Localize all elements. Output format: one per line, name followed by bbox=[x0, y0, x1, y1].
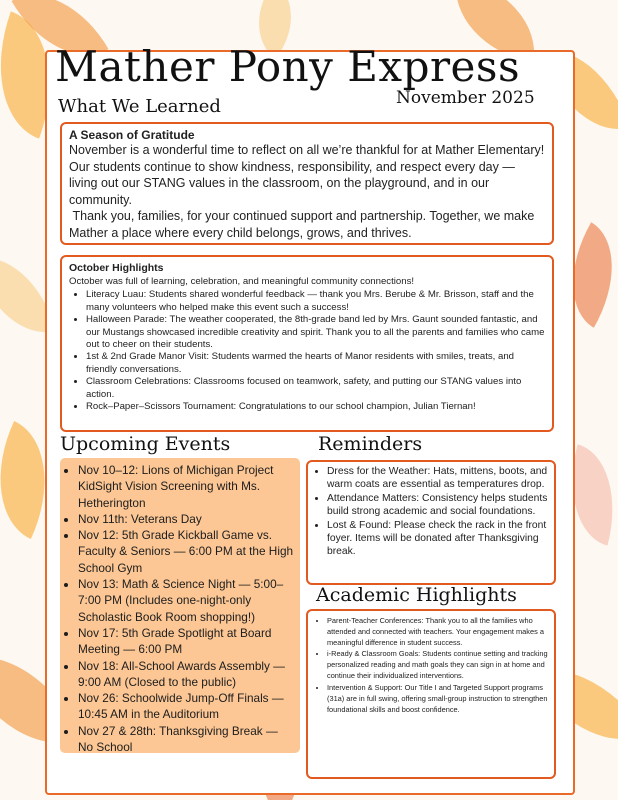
reminders-heading: Reminders bbox=[318, 433, 423, 455]
october-highlights-heading: October Highlights bbox=[69, 262, 164, 274]
reminders-list bbox=[327, 465, 549, 559]
list-item: • 1st & 2nd Grade Manor Visit: Students warmed the hearts of Manor residents with smiles, treats, and friendly conversations. bbox=[86, 351, 545, 376]
list-item: • Nov 10–12: Lions of Michigan Project KidSight Vision Screening with Ms. Hetherington bbox=[78, 462, 294, 511]
list-item: • Nov 11th: Veterans Day bbox=[78, 511, 294, 527]
list-item: • Attendance Matters: Consistency helps students build strong academic and social foundations. bbox=[327, 492, 549, 519]
upcoming-events-panel bbox=[60, 458, 300, 753]
issue-date: November 2025 bbox=[396, 88, 535, 108]
list-item: • Parent-Teacher Conferences: Thank you to all the families who attended and connected with teachers. Your engagement makes a meaningful difference in student success. bbox=[327, 615, 549, 648]
list-item: • Nov 27 & 28th: Thanksgiving Break — No School bbox=[78, 723, 294, 756]
list-item: • Classroom Celebrations: Classrooms focused on teamwork, safety, and putting our STANG values into action. bbox=[86, 376, 545, 401]
list-item: • Nov 13: Math & Science Night — 5:00–7:00 PM (Includes one-night-only Scholastic Book Room shopping!) bbox=[78, 576, 294, 625]
academic-highlights-heading: Academic Highlights bbox=[316, 584, 517, 606]
list-item: • Nov 26: Schoolwide Jump-Off Finals — 10:45 AM in the Auditorium bbox=[78, 690, 294, 723]
list-item: • Dress for the Weather: Hats, mittens, boots, and warm coats are essential as temperatures drop. bbox=[327, 465, 549, 492]
gratitude-heading: A Season of Gratitude bbox=[69, 128, 195, 142]
list-item: • Lost & Found: Please check the rack in the front foyer. Items will be donated after Thanksgiving break. bbox=[327, 519, 549, 559]
gratitude-box bbox=[60, 122, 554, 245]
list-item: • Rock–Paper–Scissors Tournament: Congratulations to our school champion, Julian Tiernan! bbox=[86, 401, 545, 413]
october-highlights-list bbox=[86, 289, 545, 413]
upcoming-events-list bbox=[78, 462, 294, 755]
october-highlights-intro: October was full of learning, celebration, and meaningful community connections! bbox=[69, 276, 415, 287]
academic-highlights-box bbox=[306, 609, 556, 779]
list-item: • Nov 12: 5th Grade Kickball Game vs. Faculty & Seniors — 6:00 PM at the High School Gym bbox=[78, 527, 294, 576]
october-highlights-box bbox=[60, 255, 554, 432]
academic-highlights-list bbox=[327, 615, 549, 715]
list-item: • Intervention & Support: Our Title I and Targeted Support programs (31a) are in full swing, offering small-group instruction to strengthen foundational skills and boost confidence. bbox=[327, 682, 549, 715]
upcoming-events-heading: Upcoming Events bbox=[60, 433, 231, 455]
newsletter-title: Mather Pony Express bbox=[55, 42, 520, 91]
list-item: • i-Ready & Classroom Goals: Students continue setting and tracking personalized reading and math goals they can sign in at home and continue their individualized interventions. bbox=[327, 648, 549, 681]
gratitude-paragraph: Thank you, families, for your continued support and partnership. Together, we make Mather a place where every child belongs, grows, and thrives. bbox=[69, 209, 538, 240]
newsletter-subtitle: What We Learned bbox=[58, 96, 221, 117]
list-item: • Literacy Luau: Students shared wonderful feedback — thank you Mrs. Berube & Mr. Brisson, staff and the many volunteers who helped make this event such a success! bbox=[86, 289, 545, 314]
list-item: • Nov 17: 5th Grade Spotlight at Board Meeting — 6:00 PM bbox=[78, 625, 294, 658]
gratitude-paragraph: November is a wonderful time to reflect on all we’re thankful for at Mather Elementary! Our students continue to show kindness, responsibility, and respect every day — living out our STANG values in the classroom, on the playground, and in our community. bbox=[69, 143, 545, 207]
list-item: • Halloween Parade: The weather cooperated, the 8th-grade band led by Mrs. Gaunt sounded fantastic, and our Mustangs showcased incredible creativity and spirit. Thank you to all the parents and families who came out to cheer on their students. bbox=[86, 314, 545, 351]
reminders-box bbox=[306, 460, 556, 585]
list-item: • Nov 18: All-School Awards Assembly — 9:00 AM (Closed to the public) bbox=[78, 658, 294, 691]
